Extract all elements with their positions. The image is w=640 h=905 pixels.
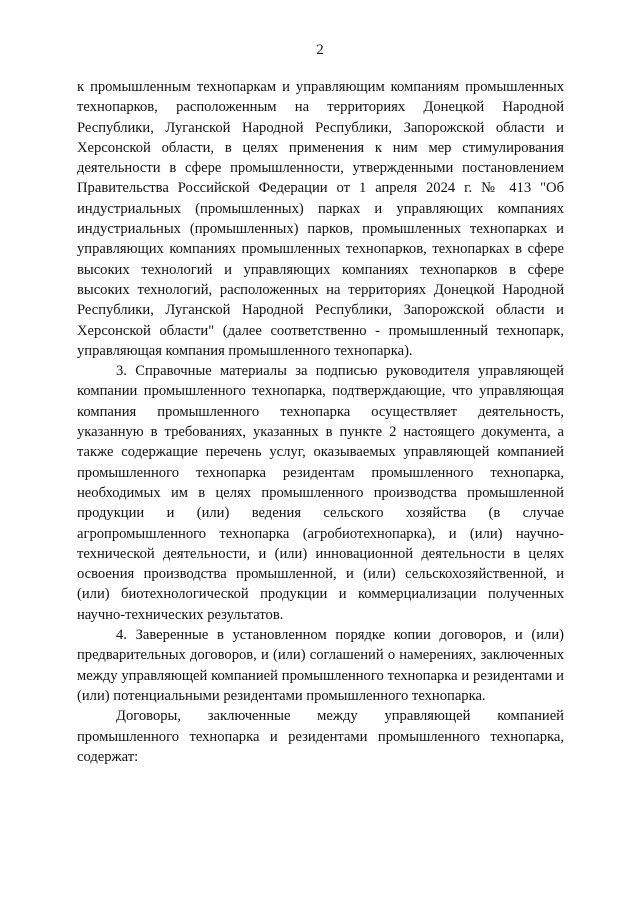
page-number: 2 — [316, 42, 324, 58]
paragraph-item-4: 4. Заверенные в установленном порядке копии договоров, и (или) предварительных договоров, и (или) соглашений о намерениях, заключенных между управляющей компанией промышленного технопарка и резидентами и (или) потенциальными резидентами промышленного технопарка. — [77, 627, 564, 704]
document-body — [77, 77, 564, 767]
paragraph-contracts: Договоры, заключенные между управляющей компанией промышленного технопарка и резидентами промышленного технопарка, содержат: — [77, 708, 564, 765]
paragraph-continuation: к промышленным технопаркам и управляющим компаниям промышленных технопарков, расположенным на территориях Донецкой Народной Республики, Луганской Народной Республики, Запорожской области и Херсонской области, в целях применения к ним мер стимулирования деятельности в сфере промышленности, утвержденными постановлением Правительства Российской Федерации от 1 апреля 2024 г. № 413 "Об индустриальных (промышленных) парках и управляющих компаниях индустриальных (промышленных) парков, промышленных технопарках и управляющих компаниях промышленных технопарков, технопарках в сфере высоких технологий и управляющих компаниях технопарков в сфере высоких технологий, расположенных на территориях Донецкой Народной Республики, Луганской Народной Республики, Запорожской области и Херсонской области" (далее соответственно - промышленный технопарк, управляющая компания промышленного технопарка). — [77, 79, 564, 359]
paragraph-item-3: 3. Справочные материалы за подписью руководителя управляющей компании промышленного технопарка, подтверждающие, что управляющая компания промышленного технопарка осуществляет деятельность, указанную в требованиях, указанных в пункте 2 настоящего документа, а также содержащие перечень услуг, оказываемых управляющей компанией промышленного технопарка резидентам промышленного технопарка, необходимых им в целях промышленного производства промышленной продукции и (или) ведения сельского хозяйства (в случае агропромышленного технопарка (агробиотехнопарка), и (или) научно-технической деятельности, и (или) инновационной деятельности в целях освоения производства промышленной, и (или) сельскохозяйственной, и (или) биотехнологической продукции и коммерциализации полученных научно-технических результатов. — [77, 363, 564, 623]
